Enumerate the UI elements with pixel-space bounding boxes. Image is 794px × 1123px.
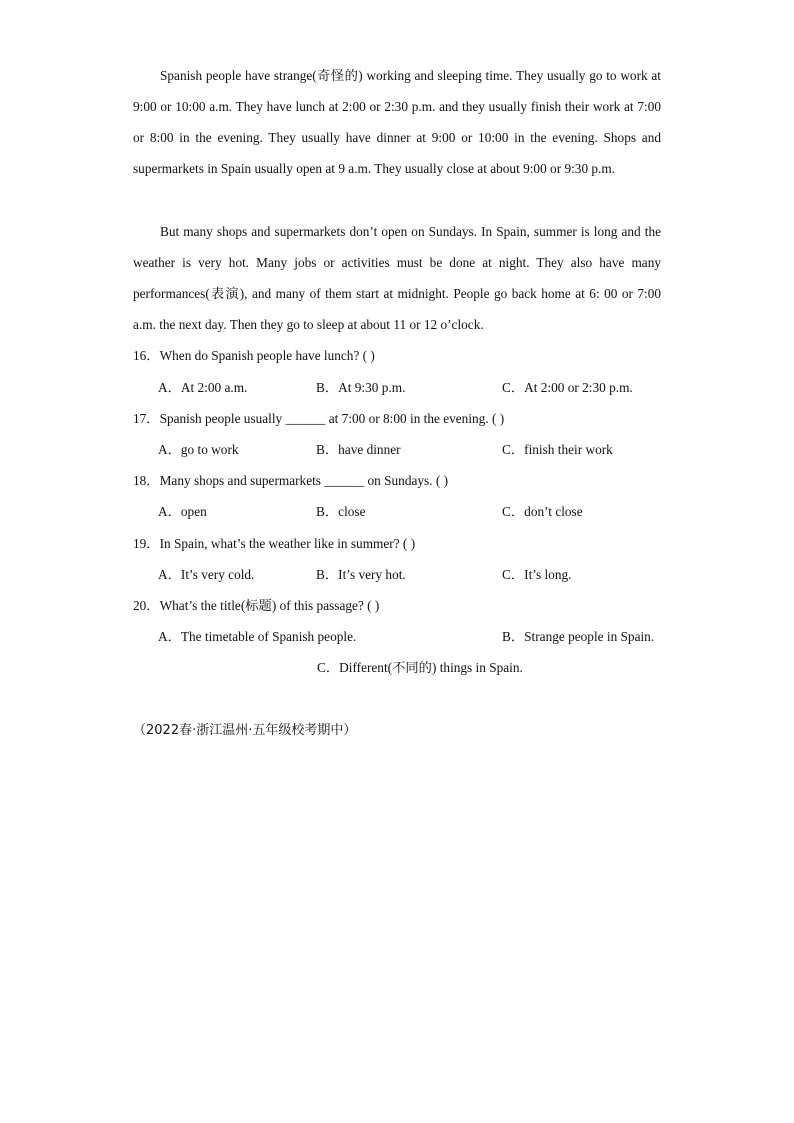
question-17-option-a[interactable]: A．go to work	[158, 442, 239, 457]
question-17: 17．Spanish people usually ______ at 7:00 or 8:00 in the evening. ( )	[133, 411, 505, 426]
passage-paragraph-1	[133, 60, 661, 184]
question-19-option-a[interactable]: A．It’s very cold.	[158, 567, 255, 582]
question-18-option-c[interactable]: C．don’t close	[502, 504, 583, 519]
question-16-option-c[interactable]: C．At 2:00 or 2:30 p.m.	[502, 380, 633, 395]
question-19-option-c[interactable]: C．It’s long.	[502, 567, 572, 582]
question-16-option-b[interactable]: B．At 9:30 p.m.	[316, 380, 406, 395]
question-20-option-c[interactable]: C．Different(不同的) things in Spain.	[317, 660, 523, 675]
question-20-option-b[interactable]: B．Strange people in Spain.	[502, 629, 655, 644]
question-18-option-a[interactable]: A．open	[158, 504, 207, 519]
passage-paragraph-2-text: But many shops and supermarkets don’t open on Sundays. In Spain, summer is long and the weather is very hot. Many jobs or activities must be done at night. They also have many performances(表演), and many of them start at midnight. People go back home at 6: 00 or 7:00 a.m. the next day. Then they go to sleep at about 11 or 12 o’clock.	[133, 224, 661, 332]
question-18: 18．Many shops and supermarkets ______ on Sundays. ( )	[133, 473, 449, 488]
passage-paragraph-2	[133, 216, 661, 340]
question-17-option-b[interactable]: B．have dinner	[316, 442, 401, 457]
question-20-option-a[interactable]: A．The timetable of Spanish people.	[158, 629, 357, 644]
question-16-option-a[interactable]: A．At 2:00 a.m.	[158, 380, 248, 395]
source-note: （2022春·浙江温州·五年级校考期中）	[133, 723, 357, 738]
question-19: 19．In Spain, what’s the weather like in summer? ( )	[133, 536, 416, 551]
question-18-option-b[interactable]: B．close	[316, 504, 366, 519]
question-20: 20．What’s the title(标题) of this passage? ( )	[133, 598, 380, 613]
question-19-option-b[interactable]: B．It’s very hot.	[316, 567, 406, 582]
passage-paragraph-1-text: Spanish people have strange(奇怪的) working and sleeping time. They usually go to work at 9:00 or 10:00 a.m. They have lunch at 2:00 or 2:30 p.m. and they usually finish their work at 7:00 or 8:00 in the evening. They usually have dinner at 9:00 or 10:00 in the evening. Shops and supermarkets in Spain usually open at 9 a.m. They usually close at about 9:00 or 9:30 p.m.	[133, 68, 661, 176]
question-16: 16．When do Spanish people have lunch? ( )	[133, 348, 375, 363]
question-17-option-c[interactable]: C．finish their work	[502, 442, 613, 457]
